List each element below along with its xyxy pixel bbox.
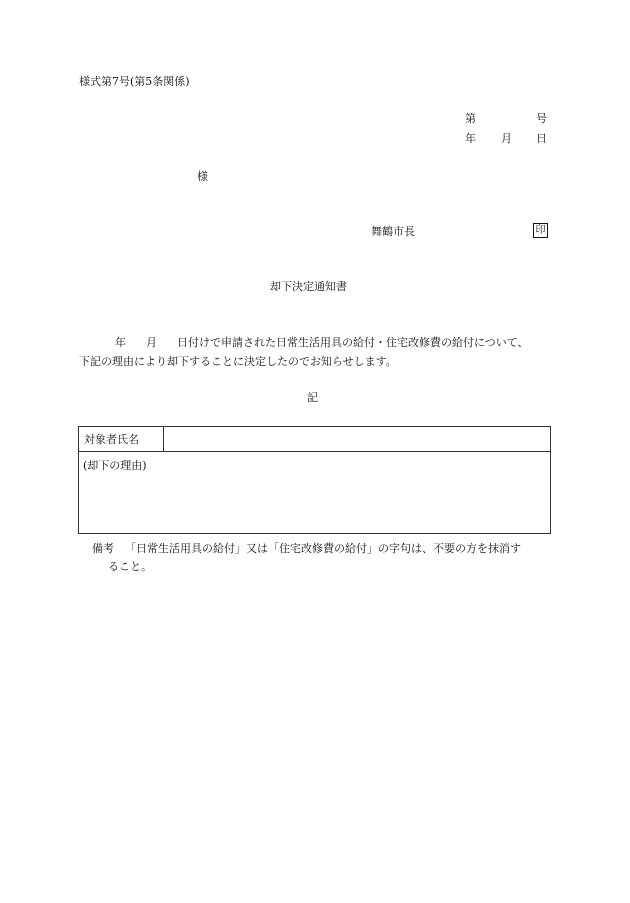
document-number-suffix: 号: [536, 112, 547, 125]
body-line-2: 下記の理由により却下することに決定したのでお知らせします。: [79, 355, 397, 368]
remarks-line-2: ること。: [108, 560, 152, 573]
issuer-title: 舞鶴市長: [371, 225, 415, 238]
ki-heading: 記: [307, 391, 318, 404]
document-title: 却下決定通知書: [270, 280, 347, 293]
remarks-label: 備考: [92, 542, 114, 555]
body-month: 月: [146, 336, 157, 349]
form-number: 様式第7号(第5条関係): [79, 75, 190, 88]
body-paragraph: [79, 333, 549, 371]
body-line-1-text: 日付けで申請された日常生活用具の給付・住宅改修費の給付について、: [177, 336, 529, 349]
body-year: 年: [115, 336, 126, 349]
name-label: 対象者氏名: [84, 433, 139, 446]
name-row: [79, 427, 550, 452]
document-number-prefix: 第: [465, 112, 476, 125]
remarks-line-1: 「日常生活用具の給付」又は「住宅改修費の給付」の字句は、不要の方を抹消す: [125, 542, 521, 555]
date-year-label: 年: [465, 132, 476, 145]
date-day-label: 日: [536, 132, 547, 145]
seal-stamp: 印: [533, 223, 548, 238]
reason-label: (却下の理由): [83, 459, 147, 472]
date-month-label: 月: [501, 132, 512, 145]
name-label-cell: [79, 427, 164, 451]
info-table: [78, 426, 551, 534]
addressee-honorific: 様: [197, 170, 208, 183]
body-line-1: [79, 333, 549, 352]
